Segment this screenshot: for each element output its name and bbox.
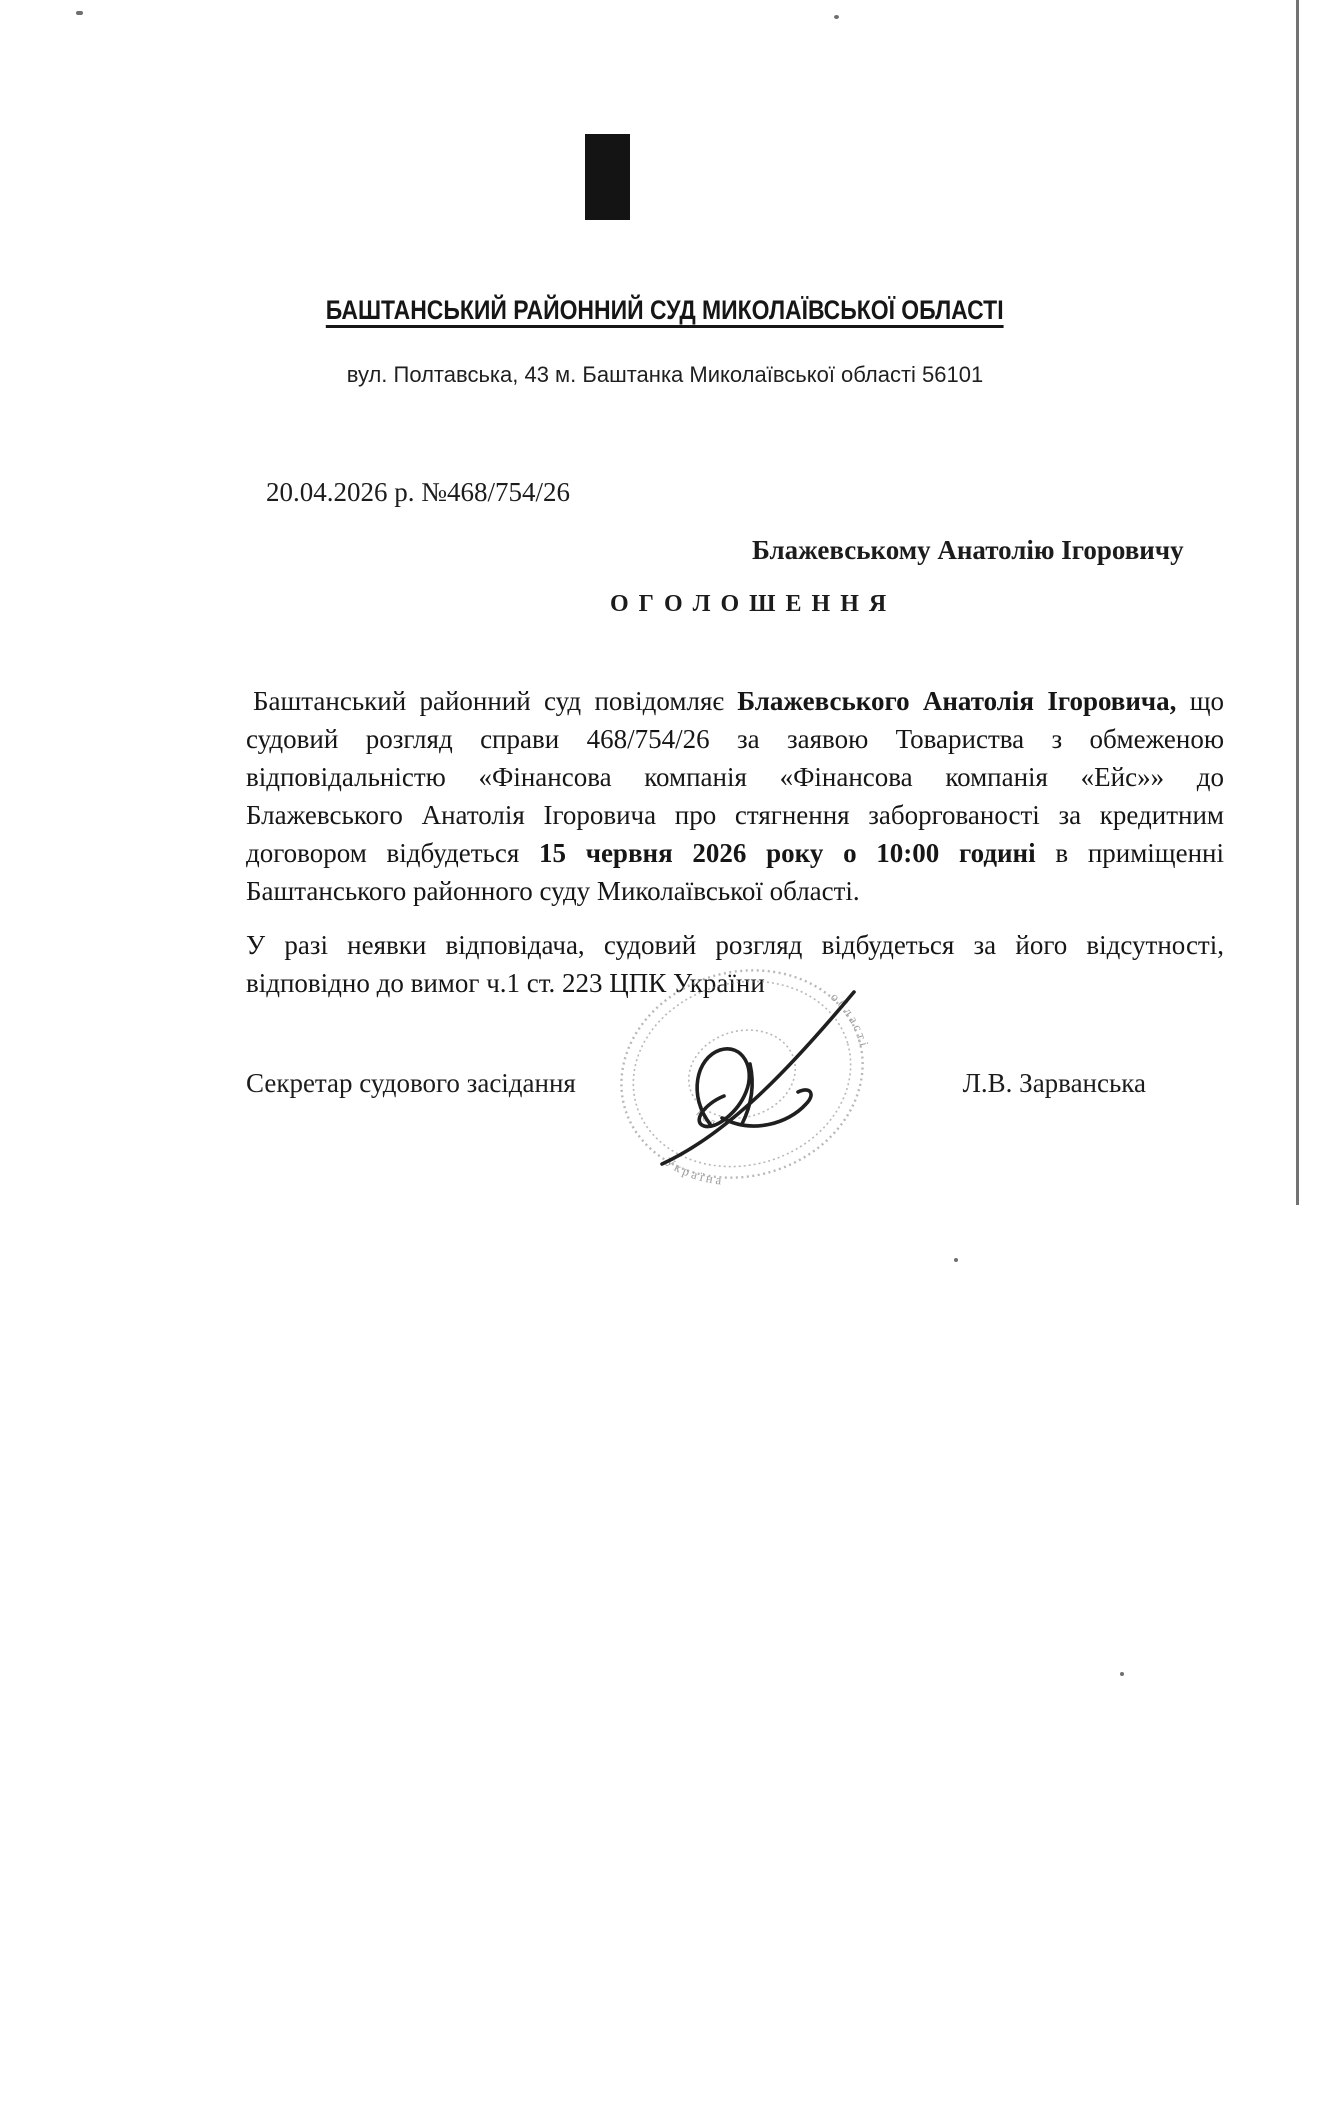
scan-edge-artifact-line — [1296, 0, 1299, 1205]
redacted-logo-block — [585, 134, 630, 220]
seal-text-inner: код — [693, 1107, 721, 1131]
notice-paragraph-main — [246, 682, 1224, 910]
date-and-case-number: 20.04.2026 р. №468/754/26 — [266, 477, 571, 507]
notice-paragraph-absence: У разі неявки відповідача, судовий розгляд відбудеться за його відсутності, відповідно до вимог ч.1 ст. 223 ЦПК України — [246, 930, 1224, 998]
recipient-name: Блажевському Анатолію Ігоровичу — [752, 535, 1184, 565]
court-name-heading — [0, 295, 1330, 326]
scan-speck — [1120, 1672, 1124, 1676]
court-seal-and-signature — [592, 946, 902, 1208]
signature-role: Секретар судового засідання — [246, 1068, 576, 1098]
scan-speck — [76, 11, 83, 15]
scan-speck — [834, 15, 839, 19]
p1-text-3: в приміщенні Баштанського районного суду Миколаївської області. — [246, 838, 1224, 906]
p1-text-1: Баштанський районний суд повідомляє — [253, 686, 738, 716]
court-address: вул. Полтавська, 43 м. Баштанка Миколаївської області 56101 — [346, 362, 984, 387]
seal-text-right: області — [827, 989, 873, 1051]
signature-name: Л.В. Зарванська — [962, 1068, 1146, 1098]
seal-rings — [597, 946, 888, 1206]
scan-speck — [954, 1258, 958, 1262]
p1-hearing-datetime-bold: 15 червня 2026 року о 10:00 годині — [538, 838, 1036, 868]
handwritten-signature — [662, 992, 854, 1164]
seal-text-bottom: Україна — [662, 1153, 726, 1188]
court-name-text: БАШТАНСЬКИЙ РАЙОННИЙ СУД МИКОЛАЇВСЬКОЇ ОБЛАСТІ — [326, 295, 1004, 325]
document-title: О Г О Л О Ш Е Н Н Я — [610, 591, 889, 617]
p1-text-2: що судовий розгляд справи 468/754/26 за заявою Товариства з обмеженою відповідальністю «Фінансова компанія «Фінансова компанія «Ейс»» до Блажевського Анатолія Ігоровича про стягнення заборгованості за кредитним договором відбудеться — [246, 686, 1225, 868]
p1-defendant-name-bold: Блажевського Анатолія Ігоровича, — [737, 686, 1177, 716]
